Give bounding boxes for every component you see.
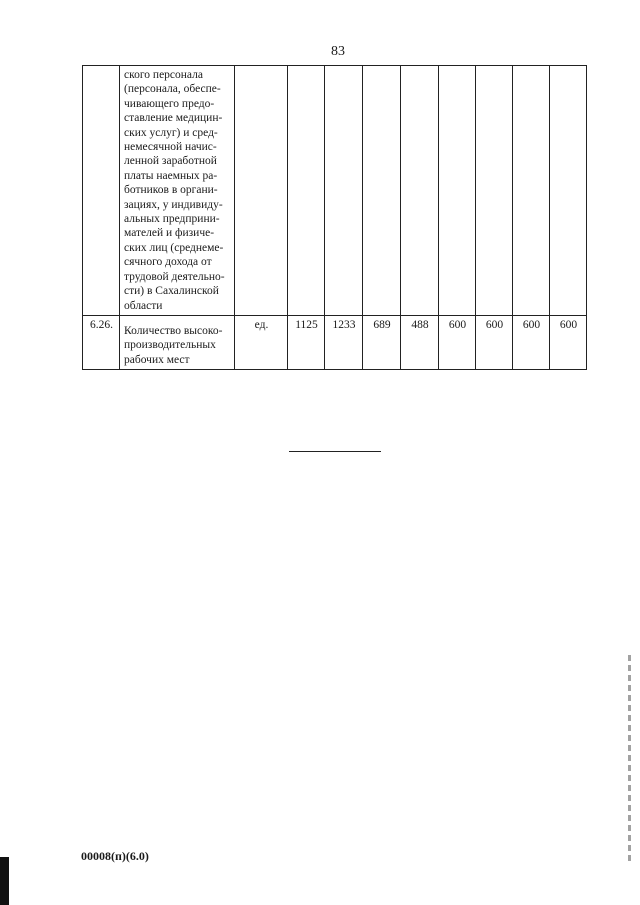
end-of-document-rule bbox=[289, 451, 381, 452]
value-cell: 600 bbox=[513, 315, 550, 369]
value-cell: 600 bbox=[476, 315, 513, 369]
unit-cell: ед. bbox=[235, 315, 288, 369]
indicator-name-cell: ского персонала (персонала, обеспе-чивающего предо-ставление медицин-ских услуг) и сред-немесячной начис-ленной заработной платы наемных ра-ботников в органи-зациях, у индивиду-альных предприни-мателей и физиче-ских лиц (среднеме-сячного дохода от трудовой деятельно-сти) в Сахалинской области bbox=[120, 66, 235, 316]
value-cell bbox=[476, 66, 513, 316]
value-cell: 600 bbox=[550, 315, 587, 369]
row-number-cell bbox=[83, 66, 120, 316]
scan-edge-mark bbox=[0, 857, 9, 905]
page-number: 83 bbox=[331, 44, 345, 59]
value-cell: 1233 bbox=[325, 315, 363, 369]
value-cell: 488 bbox=[401, 315, 439, 369]
table-row bbox=[83, 315, 587, 369]
document-code: 00008(п)(6.0) bbox=[81, 849, 149, 863]
value-cell bbox=[325, 66, 363, 316]
value-cell bbox=[439, 66, 476, 316]
table-row bbox=[83, 66, 587, 316]
value-cell bbox=[288, 66, 325, 316]
value-cell bbox=[550, 66, 587, 316]
value-cell bbox=[513, 66, 550, 316]
value-cell: 1125 bbox=[288, 315, 325, 369]
value-cell bbox=[363, 66, 401, 316]
row-number-cell: 6.26. bbox=[83, 315, 120, 369]
value-cell: 689 bbox=[363, 315, 401, 369]
indicator-name-cell: Количество высоко-производительных рабочих мест bbox=[120, 315, 235, 369]
value-cell bbox=[401, 66, 439, 316]
scan-edge-mark bbox=[628, 655, 631, 865]
value-cell: 600 bbox=[439, 315, 476, 369]
indicator-table bbox=[82, 65, 587, 370]
unit-cell bbox=[235, 66, 288, 316]
